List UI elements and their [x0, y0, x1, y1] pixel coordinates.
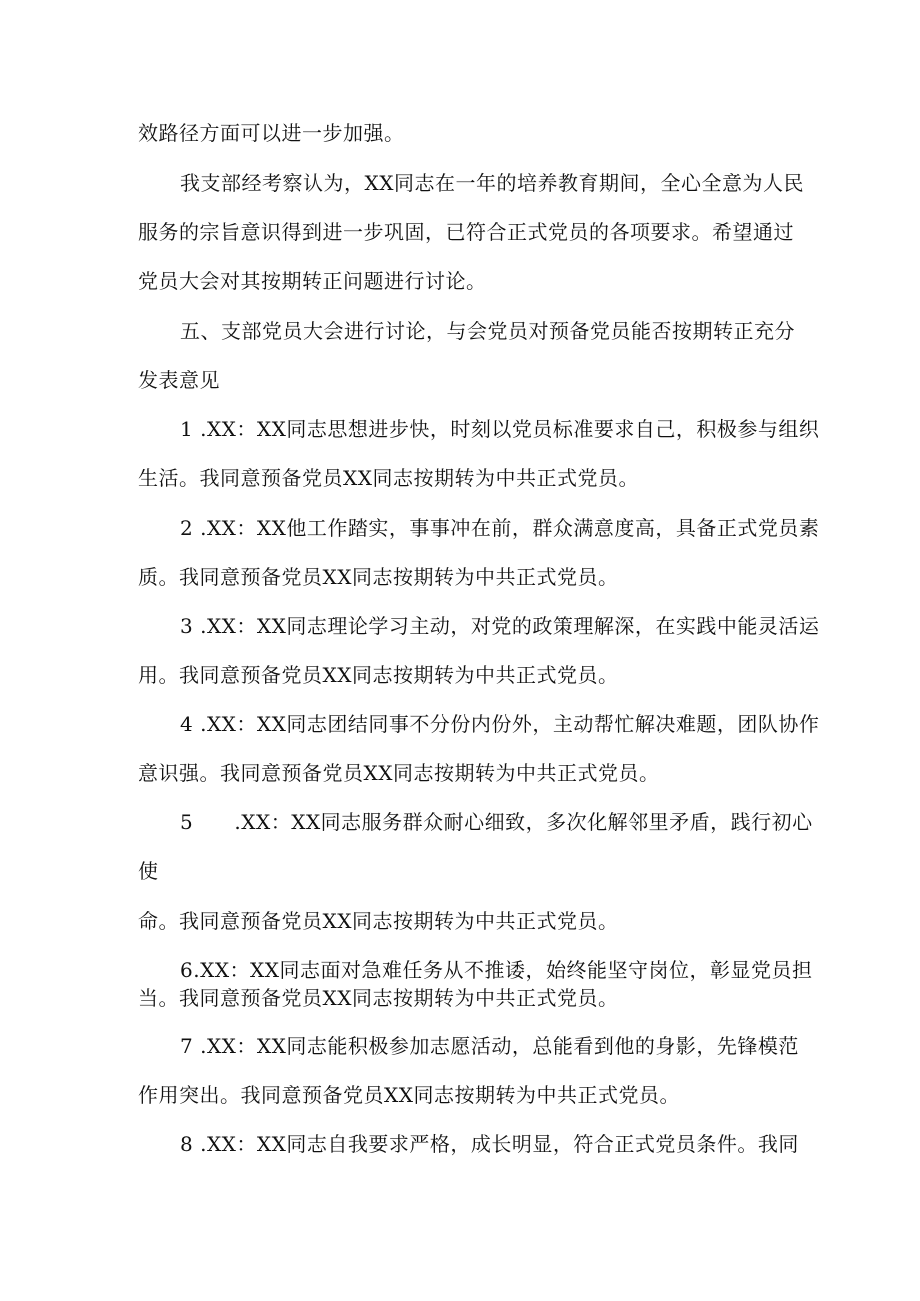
text-line: 效路径方面可以进一步加强。 — [138, 121, 405, 145]
text-line: 意识强。我同意预备党员XX同志按期转为中共正式党员。 — [138, 761, 660, 785]
text-line: 命。我同意预备党员XX同志按期转为中共正式党员。 — [138, 909, 619, 933]
text-line: 生活。我同意预备党员XX同志按期转为中共正式党员。 — [138, 466, 639, 490]
text-line: 2 .XX：XX他工作踏实，事事冲在前，群众满意度高，具备正式党员素 — [180, 516, 820, 540]
text-line: 作用突出。我同意预备党员XX同志按期转为中共正式党员。 — [138, 1083, 680, 1107]
text-line: 1 .XX：XX同志思想进步快，时刻以党员标准要求自己，积极参与组织 — [180, 417, 820, 441]
text-line: 当。我同意预备党员XX同志按期转为中共正式党员。 — [138, 986, 619, 1010]
text-line: 党员大会对其按期转正问题进行讨论。 — [138, 269, 487, 293]
text-line: 质。我同意预备党员XX同志按期转为中共正式党员。 — [138, 565, 619, 589]
text-line: 3 .XX：XX同志理论学习主动，对党的政策理解深，在实践中能灵活运 — [180, 614, 820, 638]
text-line: 7 .XX：XX同志能积极参加志愿活动，总能看到他的身影，先锋模范 — [180, 1034, 799, 1058]
text-line: 用。我同意预备党员XX同志按期转为中共正式党员。 — [138, 663, 619, 687]
text-line: 使 — [138, 859, 159, 883]
text-line: 服务的宗旨意识得到进一步巩固，已符合正式党员的各项要求。希望通过 — [138, 220, 794, 244]
text-line: 8 .XX：XX同志自我要求严格，成长明显，符合正式党员条件。我同 — [180, 1132, 799, 1156]
text-line: 5 .XX：XX同志服务群众耐心细致，多次化解邻里矛盾，践行初心 — [180, 810, 813, 834]
text-line: 4 .XX：XX同志团结同事不分份内份外，主动帮忙解决难题，团队协作 — [180, 712, 820, 736]
text-line: 发表意见 — [138, 368, 220, 392]
text-line: 五、支部党员大会进行讨论，与会党员对预备党员能否按期转正充分 — [180, 319, 795, 343]
text-line: 6.XX：XX同志面对急难任务从不推诿，始终能坚守岗位，彰显党员担 — [180, 958, 813, 982]
text-line: 我支部经考察认为，XX同志在一年的培养教育期间，全心全意为人民 — [180, 171, 804, 195]
